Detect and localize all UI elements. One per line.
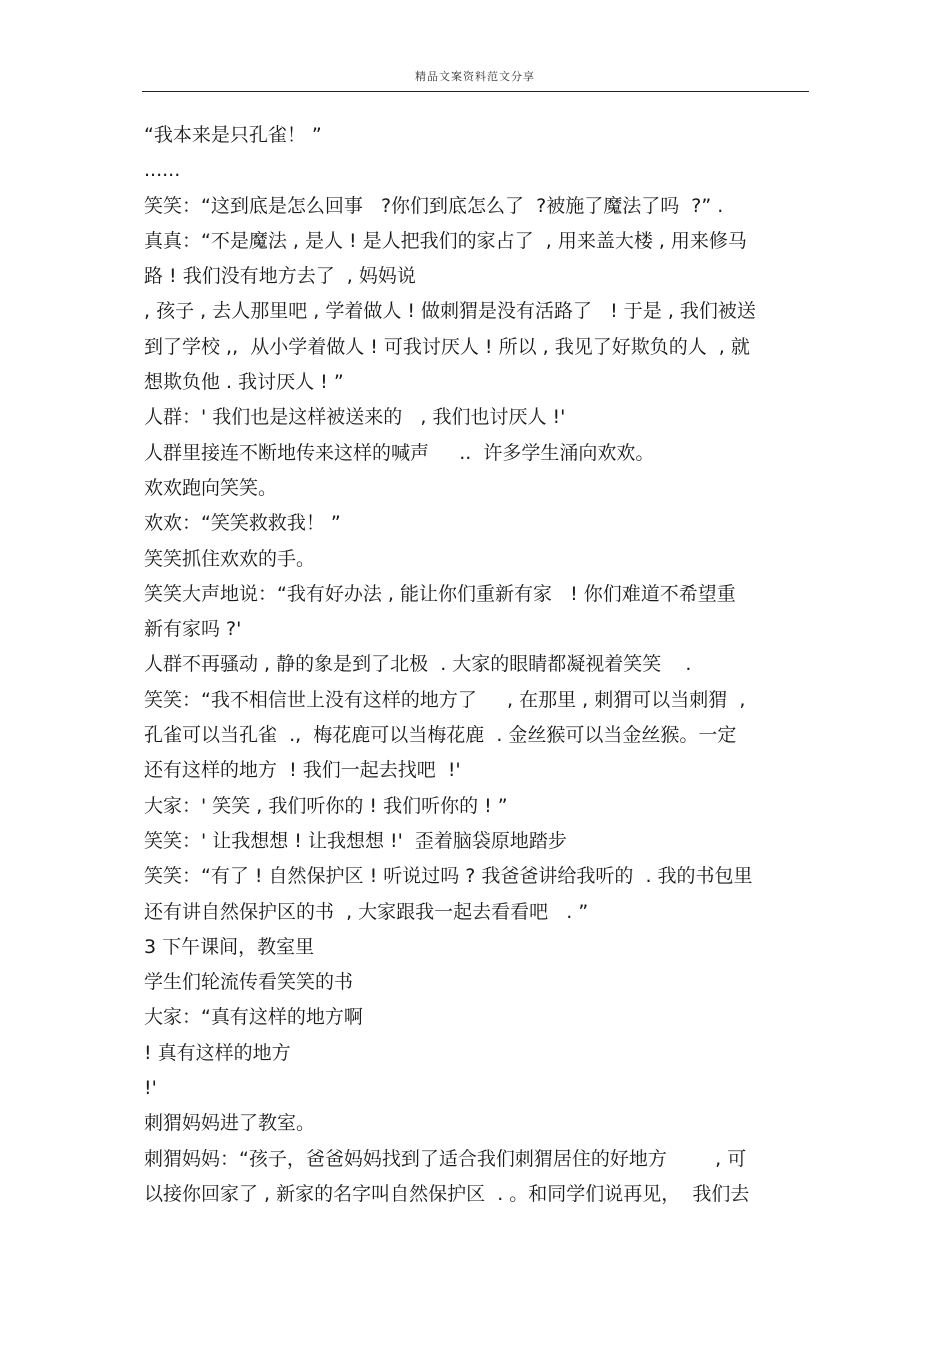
text-line: 想欺负他 . 我讨厌人 ! ” — [144, 371, 344, 394]
text-line: 笑笑抓住欢欢的手。 — [144, 547, 316, 570]
text-line: 孔雀可以当孔雀 ., 梅花鹿可以当梅花鹿 . 金丝猴可以当金丝猴。一定 — [144, 724, 737, 747]
text-line: 学生们轮流传看笑笑的书 — [144, 971, 354, 994]
header-divider — [142, 91, 809, 92]
text-line: 欢欢跑向笑笑。 — [144, 476, 278, 499]
text-line: 大家：“真有这样的地方啊 — [144, 1006, 363, 1029]
text-line: 笑笑：“这到底是怎么回事 ?你们到底怎么了 ?被施了魔法了吗 ?” . — [144, 194, 724, 217]
text-line: 还有这样的地方 ! 我们一起去找吧 !' — [144, 759, 461, 782]
text-line: 真真：“不是魔法 , 是人 ! 是人把我们的家占了 , 用来盖大楼 , 用来修马 — [144, 229, 747, 252]
text-line: “我本来是只孔雀！ ” — [144, 124, 322, 146]
page-header-title: 精品文案资料范文分享 — [415, 70, 535, 83]
text-line: 到了学校 ,, 从小学着做人 ! 可我讨厌人 ! 所以 , 我见了好欺负的人 , 就 — [144, 335, 750, 358]
text-line: 笑笑大声地说：“我有好办法 , 能让你们重新有家 ! 你们难道不希望重 — [144, 582, 736, 605]
document-body — [144, 118, 810, 1212]
text-line: 刺猬妈妈进了教室。 — [144, 1112, 316, 1135]
text-line: ...... — [144, 159, 181, 182]
text-line: 路 ! 我们没有地方去了 , 妈妈说 — [144, 265, 416, 288]
text-line: 笑笑：' 让我想想 ! 让我想想 !' 歪着脑袋原地踏步 — [144, 829, 567, 852]
text-line: 刺猬妈妈：“孩子，爸爸妈妈找到了适合我们刺猬居住的好地方 , 可 — [144, 1147, 747, 1170]
text-line: 人群不再骚动 , 静的象是到了北极 . 大家的眼睛都凝视着笑笑 . — [144, 653, 692, 676]
text-line: ! 真有这样的地方 — [144, 1041, 291, 1064]
text-line: 3 下午课间，教室里 — [144, 935, 315, 958]
text-line: 人群里接连不断地传来这样的喊声 .. 许多学生涌向欢欢。 — [144, 441, 655, 464]
text-line: 以接你回家了 , 新家的名字叫自然保护区 . 。和同学们说再见， 我们去 — [144, 1182, 750, 1205]
text-line: 人群：' 我们也是这样被送来的 , 我们也讨厌人 !' — [144, 406, 566, 429]
text-line: 欢欢：“笑笑救救我！ ” — [144, 512, 341, 535]
text-line: 新有家吗 ?' — [144, 618, 242, 641]
text-line: , 孩子 , 去人那里吧 , 学着做人 ! 做刺猬是没有活路了 ! 于是 , 我们被送 — [144, 300, 756, 323]
text-line: !' — [144, 1077, 157, 1100]
text-line: 笑笑：“有了 ! 自然保护区 ! 听说过吗 ? 我爸爸讲给我听的 . 我的书包里 — [144, 865, 753, 888]
text-line: 大家：' 笑笑 , 我们听你的 ! 我们听你的 ! ” — [144, 794, 508, 817]
text-line: 还有讲自然保护区的书 , 大家跟我一起去看看吧 . ” — [144, 900, 589, 923]
text-line: 笑笑：“我不相信世上没有这样的地方了 , 在那里 , 刺猬可以当刺猬 , — [144, 688, 746, 711]
